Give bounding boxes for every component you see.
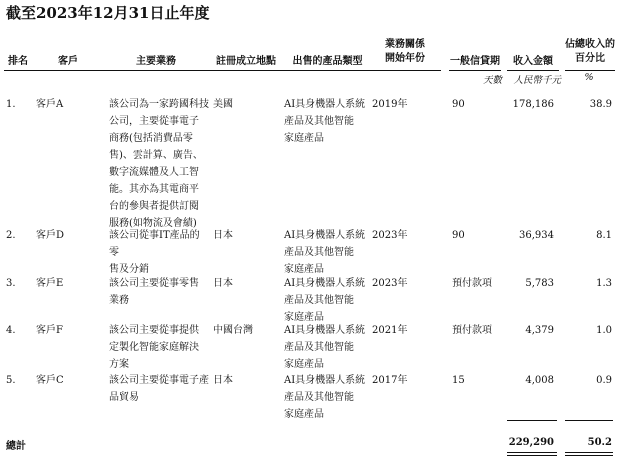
cell-revenue: 178,186 (512, 99, 554, 110)
cell-products: AI具身機器人系統 產品及其他智能 家庭產品 (284, 230, 366, 275)
cell-year: 2017年 (372, 375, 408, 386)
cell-revenue: 5,783 (525, 278, 554, 289)
cell-rank: 2. (6, 230, 16, 241)
total-pct: 50.2 (587, 437, 612, 448)
cell-pct: 0.9 (596, 375, 612, 386)
header-rank: 排名 (8, 56, 28, 67)
cell-customer: 客戶E (36, 278, 64, 289)
cell-year: 2023年 (372, 230, 408, 241)
cell-business: 該公司主要從事提供 定製化智能家庭解決 方案 (109, 325, 199, 370)
unit-revenue: 人民幣千元 (513, 75, 561, 86)
cell-place: 美國 (213, 99, 233, 110)
unit-credit: 天數 (482, 75, 502, 86)
cell-pct: 38.9 (589, 99, 612, 110)
header-rule (507, 70, 559, 71)
cell-rank: 4. (6, 325, 16, 336)
cell-customer: 客戶C (36, 375, 64, 386)
cell-year: 2021年 (372, 325, 408, 336)
total-revenue: 229,290 (508, 437, 554, 448)
header-credit: 一般信貸期 (450, 56, 500, 67)
cell-products: AI具身機器人系統 產品及其他智能 家庭產品 (284, 99, 366, 144)
cell-customer: 客戶F (36, 325, 63, 336)
total-rule (507, 452, 557, 453)
cell-place: 日本 (213, 375, 233, 386)
cell-products: AI具身機器人系統 產品及其他智能 家庭產品 (284, 278, 366, 323)
cell-rank: 3. (6, 278, 16, 289)
cell-revenue: 36,934 (519, 230, 554, 241)
cell-rank: 5. (6, 375, 16, 386)
cell-credit: 預付款項 (452, 325, 492, 336)
header-products: 出售的產品類型 (292, 56, 363, 67)
header-business: 主要業務 (136, 56, 176, 67)
cell-credit: 90 (452, 99, 465, 110)
cell-business: 該公司主要從事零售 業務 (109, 278, 199, 306)
subtotal-rule (507, 420, 557, 421)
header-customer: 客戶 (58, 56, 78, 67)
header-revenue: 收入金額 (513, 56, 553, 67)
cell-business: 該公司為一家跨國科技 公司，主要從事電子 商務(包括消費品零 售)、雲計算、廣告、 數字流媒體及人工智 能。其亦為其電商平 台的參與者提供訂閱 服務(如物流及會績) (109, 99, 209, 229)
cell-customer: 客戶A (36, 99, 64, 110)
cell-products: AI具身機器人系統 產品及其他智能 家庭產品 (284, 325, 366, 370)
header-rule (565, 70, 615, 71)
cell-credit: 15 (452, 375, 465, 386)
cell-revenue: 4,008 (525, 375, 554, 386)
header-rule (4, 70, 441, 71)
total-rule (507, 455, 557, 456)
cell-year: 2023年 (372, 278, 408, 289)
cell-customer: 客戶D (36, 230, 65, 241)
total-label: 總計 (6, 441, 26, 452)
subtotal-rule (565, 420, 613, 421)
cell-credit: 預付款項 (452, 278, 492, 289)
page-title: 截至2023年12月31日止年度 (6, 4, 210, 22)
header-pct: 佔總收入的 百分比 (565, 39, 615, 64)
unit-pct: % (584, 72, 594, 83)
cell-pct: 8.1 (596, 230, 612, 241)
header-place: 註冊成立地點 (216, 56, 276, 67)
cell-place: 日本 (213, 278, 233, 289)
cell-products: AI具身機器人系統 產品及其他智能 家庭產品 (284, 375, 366, 420)
cell-place: 中國台灣 (213, 325, 253, 336)
total-rule (565, 452, 613, 453)
cell-business: 該公司從事IT產品的零 售及分銷 (109, 230, 200, 275)
cell-pct: 1.3 (596, 278, 612, 289)
total-rule (565, 455, 613, 456)
header-year: 業務關係 開始年份 (385, 39, 425, 64)
cell-business: 該公司主要從事電子產 品貿易 (109, 375, 209, 403)
cell-revenue: 4,379 (525, 325, 554, 336)
cell-rank: 1. (6, 99, 16, 110)
header-rule (449, 70, 501, 71)
cell-credit: 90 (452, 230, 465, 241)
cell-year: 2019年 (372, 99, 408, 110)
cell-place: 日本 (213, 230, 233, 241)
cell-pct: 1.0 (596, 325, 612, 336)
